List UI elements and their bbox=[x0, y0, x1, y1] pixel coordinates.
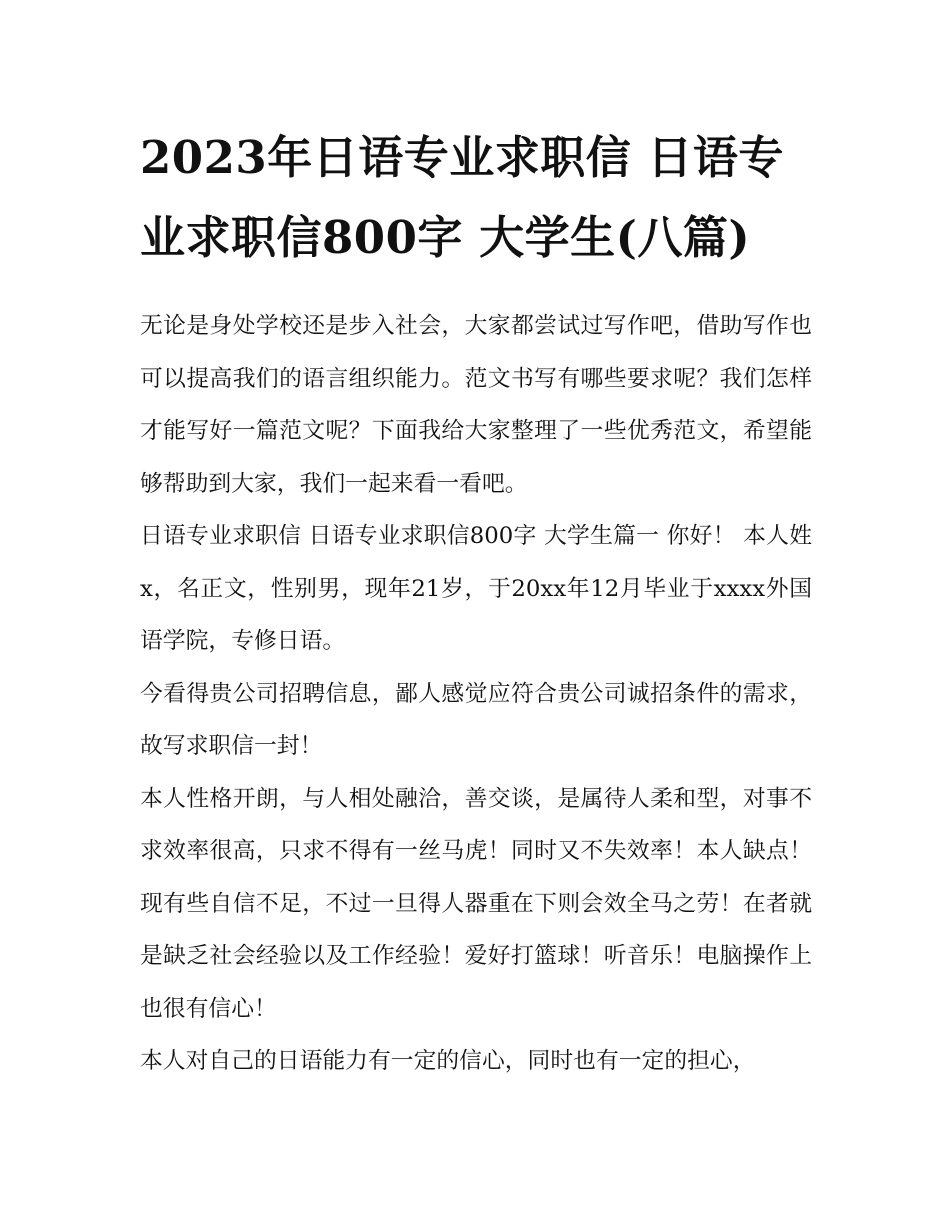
document-title: 2023年日语专业求职信 日语专业求职信800字 大学生(八篇) bbox=[140, 131, 784, 264]
document-page bbox=[140, 118, 812, 1088]
paragraph-application-reason: 今看得贵公司招聘信息，鄙人感觉应符合贵公司诚招条件的需求，故写求职信一封！ bbox=[140, 680, 812, 759]
paragraph-intro: 无论是身处学校还是步入社会，大家都尝试过写作吧，借助写作也可以提高我们的语言组织能力。范文书写有哪些要求呢？我们怎样才能写好一篇范文呢？下面我给大家整理了一些优秀范文，希望能够帮助到大家，我们一起来看一看吧。 bbox=[140, 313, 812, 497]
paragraph-personality: 本人性格开朗，与人相处融洽，善交谈，是属待人柔和型，对事不求效率很高，只求不得有一丝马虎！同时又不失效率！本人缺点！现有些自信不足，不过一旦得人器重在下则会效全马之劳！在者就是缺乏社会经验以及工作经验！爱好打篮球！听音乐！电脑操作上也很有信心！ bbox=[140, 785, 812, 1022]
paragraph-self-introduction: 日语专业求职信 日语专业求职信800字 大学生篇一 你好！ 本人姓x，名正文，性别男，现年21岁，于20xx年12月毕业于xxxx外国语学院，专修日语。 bbox=[140, 523, 812, 654]
document-body bbox=[140, 300, 812, 1088]
paragraph-japanese-ability: 本人对自己的日语能力有一定的信心，同时也有一定的担心， bbox=[140, 1048, 756, 1074]
